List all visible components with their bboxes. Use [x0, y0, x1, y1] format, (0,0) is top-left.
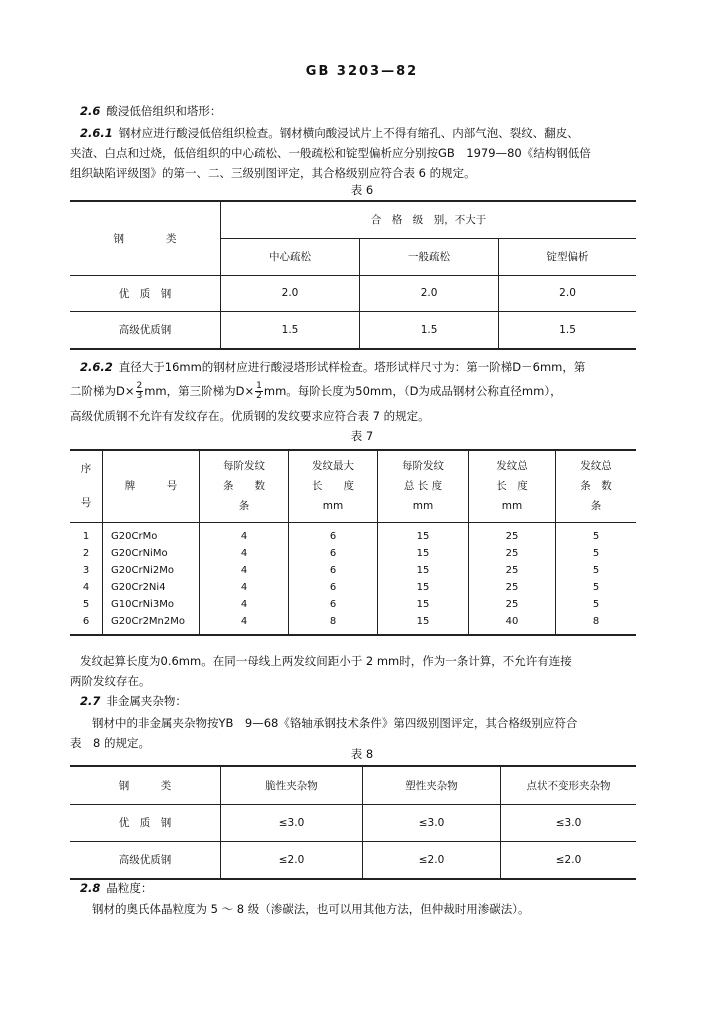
cell-value: 25	[469, 545, 556, 562]
paragraph-line: 两阶发纹存在。	[70, 674, 151, 688]
cell-value: 5	[556, 545, 637, 562]
table-row	[70, 596, 636, 613]
table6-cell: 1.5	[221, 311, 360, 349]
table-6	[70, 200, 636, 350]
section-title: 酸浸低倍组织和塔形：	[106, 104, 222, 118]
paragraph-line: 表 8 的规定。	[70, 736, 150, 750]
cell-grade: G20CrMo	[103, 528, 200, 545]
header-line: 每阶发纹	[223, 460, 265, 473]
cell-index: 6	[70, 613, 103, 635]
table-row	[70, 528, 636, 545]
page-header: GB 3203—82	[305, 64, 419, 79]
cell-value: 4	[200, 562, 289, 579]
table6-cell: 1.5	[499, 311, 636, 349]
table-8	[70, 765, 636, 880]
section-number: 2.6.2	[80, 360, 113, 374]
table8-col-header: 点状不变形夹杂物	[501, 766, 637, 804]
header-line: 发纹最大	[312, 460, 354, 473]
table7-header-col	[200, 450, 289, 522]
section-number: 2.6.1	[80, 126, 113, 140]
table6-row-name: 优 质 钢	[70, 275, 221, 311]
header-line: 条 数	[580, 480, 612, 493]
cell-value: 40	[469, 613, 556, 635]
paragraph-text: 直径大于16mm的钢材应进行酸浸塔形试样检查。塔形试样尺寸为：第一阶梯D－6mm，第	[118, 360, 586, 374]
table7-header-col	[289, 450, 378, 522]
table8-row-name: 优 质 钢	[70, 804, 221, 841]
table7-header-grade: 牌 号	[103, 450, 200, 522]
paragraph-text: mm，第三阶梯为D×	[144, 384, 255, 398]
paragraph-text: 钢材应进行酸浸低倍组织检查。钢材横向酸浸试片上不得有缩孔、内部气泡、裂纹、翻皮、	[118, 126, 579, 140]
cell-index: 1	[82, 531, 90, 542]
cell-value: 8	[556, 613, 637, 635]
table-row	[70, 804, 636, 841]
table6-col-header: 锭型偏析	[499, 238, 636, 275]
table6-cell: 1.5	[360, 311, 499, 349]
table8-row-name: 高级优质钢	[70, 841, 221, 879]
table-row	[70, 841, 636, 879]
cell-value: 5	[556, 596, 637, 613]
paragraph-line: 夹渣、白点和过烧，低倍组织的中心疏松、一般疏松和锭型偏析应分别按GB 1979—80《结构钢低倍	[70, 146, 591, 160]
table6-steel-header: 钢 类	[70, 201, 221, 275]
cell-value: 5	[556, 579, 637, 596]
cell-grade: G10CrNi3Mo	[103, 596, 200, 613]
cell-value: 6	[289, 596, 378, 613]
paragraph-line: 钢材中的非金属夹杂物按YB 9—68《铬轴承钢技术条件》第四级别图评定，其合格级别应符合	[92, 716, 578, 730]
header-line: 发纹总	[580, 460, 612, 473]
table6-group-header: 合 格 级 别，不大于	[221, 201, 637, 238]
table7-header-col	[469, 450, 556, 522]
cell-value: 15	[378, 545, 469, 562]
table-row	[70, 311, 636, 349]
header-spacer	[70, 479, 102, 493]
section-title: 晶粒度：	[106, 881, 153, 895]
section-2-6	[80, 101, 221, 121]
table-row	[70, 545, 636, 562]
table8-cell: ≤2.0	[363, 841, 501, 879]
table8-caption: 表 8	[350, 747, 374, 761]
cell-value: 15	[378, 579, 469, 596]
paragraph-line: 钢材的奥氏体晶粒度为 5 ～ 8 级（渗碳法，也可以用其他方法，但仲裁时用渗碳法）。	[92, 902, 530, 916]
cell-grade: G20Cr2Ni4	[103, 579, 200, 596]
section-number: 2.8	[80, 881, 101, 895]
table6-cell: 2.0	[499, 275, 636, 311]
cell-value: 6	[289, 579, 378, 596]
table6-col-header: 一般疏松	[360, 238, 499, 275]
table8-col-header: 钢 类	[70, 766, 221, 804]
header-line: 序	[80, 463, 92, 476]
table6-row-name: 高级优质钢	[70, 311, 221, 349]
table6-caption: 表 6	[350, 183, 374, 197]
paragraph-line-with-fractions	[70, 379, 562, 403]
cell-value: 4	[200, 545, 289, 562]
fraction-denominator: 3	[136, 391, 143, 401]
fraction-numerator: 1	[256, 381, 262, 391]
cell-value: 4	[200, 596, 289, 613]
section-2-6-2-line1	[80, 357, 585, 377]
cell-grade: G20CrNiMo	[103, 545, 200, 562]
table6-cell: 2.0	[221, 275, 360, 311]
table6-cell: 2.0	[360, 275, 499, 311]
paragraph-text: mm。每阶长度为50mm，（D为成品钢材公称直径mm），	[263, 384, 562, 398]
header-line: mm	[501, 500, 523, 513]
cell-value: 15	[378, 528, 469, 545]
table8-cell: ≤3.0	[221, 804, 363, 841]
header-line: 条	[238, 500, 250, 513]
fraction-numerator: 2	[136, 381, 143, 391]
table8-cell: ≤2.0	[501, 841, 637, 879]
header-line: 条 数	[223, 480, 265, 493]
table-row	[70, 275, 636, 311]
cell-index: 4	[82, 582, 90, 593]
table-row	[70, 579, 636, 596]
cell-grade: G20Cr2Mn2Mo	[103, 613, 200, 635]
header-line: 条	[590, 500, 602, 513]
table7-header-index	[70, 450, 103, 522]
section-2-8	[80, 878, 152, 898]
cell-grade: G20CrNi2Mo	[103, 562, 200, 579]
paragraph-line: 发纹起算长度为0.6mm。在同一母线上两发纹间距小于 2 mm时，作为一条计算，不允许有连接	[80, 654, 572, 668]
cell-value: 6	[289, 562, 378, 579]
table7-header-col	[556, 450, 637, 522]
cell-value: 5	[556, 562, 637, 579]
section-title: 非金属夹杂物：	[106, 694, 187, 708]
header-line: mm	[322, 500, 344, 513]
cell-value: 25	[469, 528, 556, 545]
cell-value: 25	[469, 562, 556, 579]
header-line: 长 度	[312, 480, 354, 493]
cell-index: 5	[82, 599, 90, 610]
table8-cell: ≤3.0	[501, 804, 637, 841]
cell-value: 5	[556, 528, 637, 545]
header-line: 总 长 度	[403, 480, 443, 493]
cell-value: 15	[378, 613, 469, 635]
header-line: 发纹总	[496, 460, 528, 473]
paragraph-line: 组织缺陷评级图》的第一、二、三级别图评定，其合格级别应符合表 6 的规定。	[70, 166, 476, 180]
paragraph-line: 高级优质钢不允许有发纹存在。优质钢的发纹要求应符合表 7 的规定。	[70, 409, 430, 423]
header-line: 长 度	[496, 480, 528, 493]
cell-value: 25	[469, 596, 556, 613]
cell-value: 15	[378, 596, 469, 613]
cell-value: 4	[200, 613, 289, 635]
section-number: 2.7	[80, 694, 101, 708]
paragraph-text: 二阶梯为D×	[70, 384, 135, 398]
section-2-7	[80, 691, 187, 711]
section-number: 2.6	[80, 104, 101, 118]
cell-value: 6	[289, 545, 378, 562]
section-2-6-1-line1	[80, 123, 579, 143]
table6-col-header: 中心疏松	[221, 238, 360, 275]
table-7	[70, 449, 636, 636]
cell-index: 2	[82, 548, 90, 559]
cell-value: 4	[200, 528, 289, 545]
header-line: 号	[80, 497, 92, 510]
cell-value: 15	[378, 562, 469, 579]
table8-col-header: 塑性夹杂物	[363, 766, 501, 804]
cell-index: 3	[82, 565, 90, 576]
fraction-denominator: 2	[256, 391, 262, 401]
header-line: 每阶发纹	[402, 460, 444, 473]
fraction-two-thirds	[136, 382, 144, 401]
table8-cell: ≤2.0	[221, 841, 363, 879]
table7-header-col	[378, 450, 469, 522]
table-row	[70, 562, 636, 579]
cell-value: 6	[289, 528, 378, 545]
cell-value: 8	[289, 613, 378, 635]
table-row	[70, 613, 636, 635]
cell-value: 4	[200, 579, 289, 596]
table8-cell: ≤3.0	[363, 804, 501, 841]
header-line: mm	[412, 500, 434, 513]
cell-value: 25	[469, 579, 556, 596]
table7-caption: 表 7	[350, 429, 374, 443]
fraction-one-half	[255, 382, 263, 401]
table8-col-header: 脆性夹杂物	[221, 766, 363, 804]
